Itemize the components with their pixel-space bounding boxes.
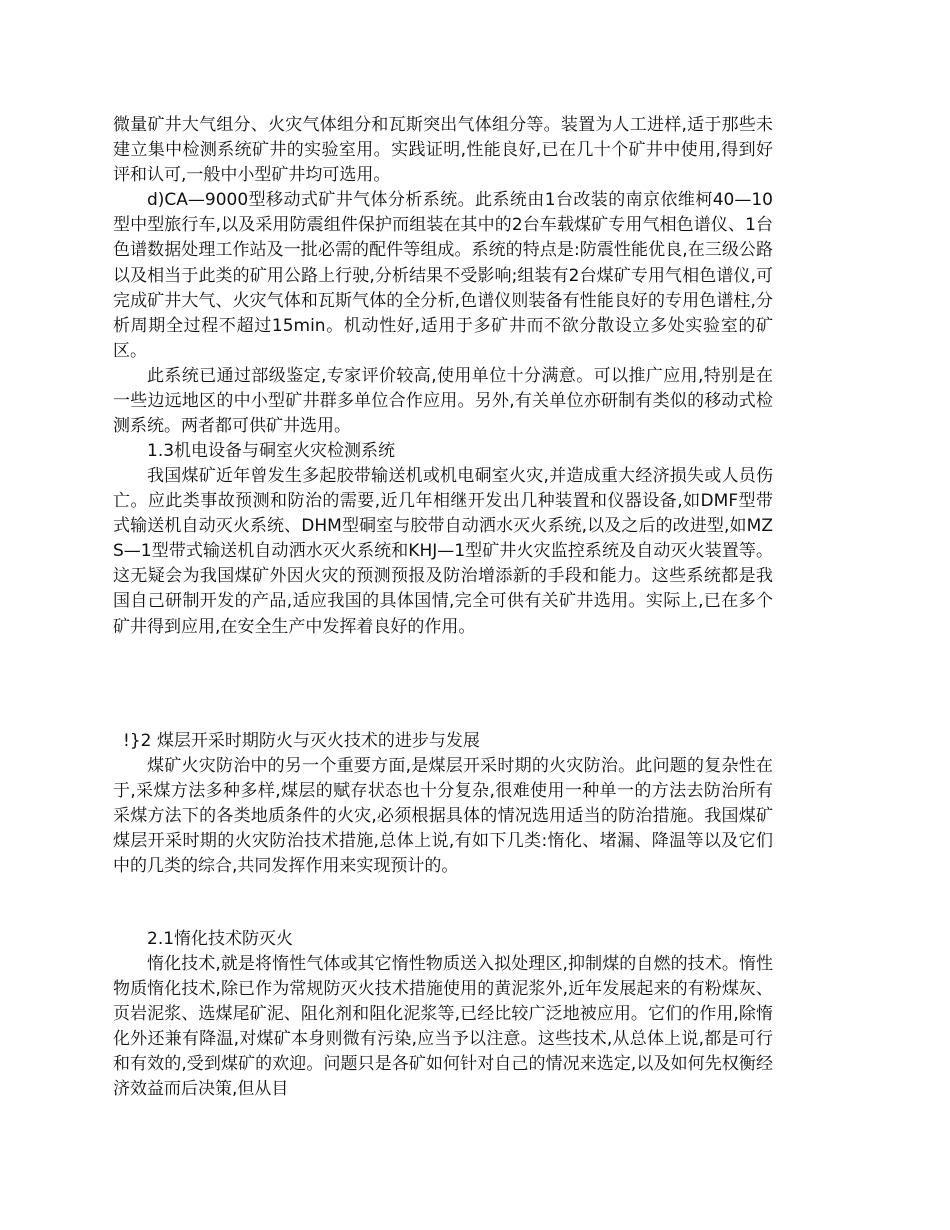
paragraph-inerting-technology: 惰化技术,就是将惰性气体或其它惰性物质送入拟处理区,抑制煤的自燃的技术。惰性物质惰化技术,除已作为常规防灭火技术措施使用的黄泥浆外,近年发展起来的有粉煤灰、页岩泥浆、选煤尾矿泥、阻化剂和阻化泥浆等,已经比较广泛地被应用。它们的作用,除惰化外还兼有降温,对煤矿本身则微有污染,应当予以注意。这些技术,从总体上说,都是可行和有效的,受到煤矿的欢迎。问题只是各矿如何针对自己的情况来选定,以及如何先权衡经济效益而后决策,但从目	[113, 954, 773, 1100]
paragraph-ca9000-system: d)CA—9000型移动式矿井气体分析系统。此系统由1台改装的南京依维柯40—10型中型旅行车,以及采用防震组件保护而组装在其中的2台车载煤矿专用气相色谱仪、1台色谱数据处理工作站及一批必需的配件等组成。系统的特点是:防震性能优良,在三级公路以及相当于此类的矿用公路上行驶,分析结果不受影响;组装有2台煤矿专用气相色谱仪,可完成矿井大气、火灾气体和瓦斯气体的全分析,色谱仪则装备有性能良好的专用色谱柱,分析周期全过程不超过15min。机动性好,适用于多矿井而不欲分散设立多处实验室的矿区。	[113, 190, 773, 361]
section-heading-2: !}2 煤层开采时期防火与灭火技术的进步与发展	[123, 731, 480, 751]
section-2-body	[113, 754, 773, 879]
section-1-3-body	[113, 464, 773, 640]
section-2-1-body	[113, 952, 773, 1103]
section-heading-2-1: 2.1惰化技术防灭火	[147, 929, 294, 949]
paragraph-seam-mining-fire: 煤矿火灾防治中的另一个重要方面,是煤层开采时期的火灾防治。此问题的复杂性在于,采煤方法多种多样,煤层的赋存状态也十分复杂,很难使用一种单一的方法去防治所有采煤方法下的各类地质条件的火灾,必须根据具体的情况选用适当的防治措施。我国煤矿煤层开采时期的火灾防治技术措施,总体上说,有如下几类:惰化、堵漏、降温等以及它们中的几类的综合,共同发挥作用来实现预计的。	[113, 756, 773, 877]
section-1-2-continued	[113, 113, 773, 439]
paragraph-system-appraisal: 此系统已通过部级鉴定,专家评价较高,使用单位十分满意。可以推广应用,特别是在一些边远地区的中小型矿井群多单位合作应用。另外,有关单位亦研制有类似的移动式检测系统。两者都可供矿井选用。	[113, 365, 773, 437]
paragraph-gas-analyzer-intro: 微量矿井大气组分、火灾气体组分和瓦斯突出气体组分等。装置为人工进样,适于那些未建立集中检测系统矿井的实验室用。实践证明,性能良好,已在几十个矿井中使用,得到好评和认可,一般中小型矿井均可选用。	[113, 115, 773, 186]
section-heading-1-3: 1.3机电设备与硐室火灾检测系统	[147, 441, 396, 461]
paragraph-electromechanical-fire: 我国煤矿近年曾发生多起胶带输送机或机电硐室火灾,并造成重大经济损失或人员伤亡。应此类事故预测和防治的需要,近几年相继开发出几种装置和仪器设备,如DMF型带式输送机自动灭火系统、DHM型硐室与胶带自动洒水灭火系统,以及之后的改进型,如MZS—1型带式输送机自动洒水灭火系统和KHJ—1型矿井火灾监控系统及自动灭火装置等。这无疑会为我国煤矿外因火灾的预测预报及防治增添新的手段和能力。这些系统都是我国自己研制开发的产品,适应我国的具体国情,完全可供有关矿井选用。实际上,已在多个矿井得到应用,在安全生产中发挥着良好的作用。	[113, 466, 773, 637]
